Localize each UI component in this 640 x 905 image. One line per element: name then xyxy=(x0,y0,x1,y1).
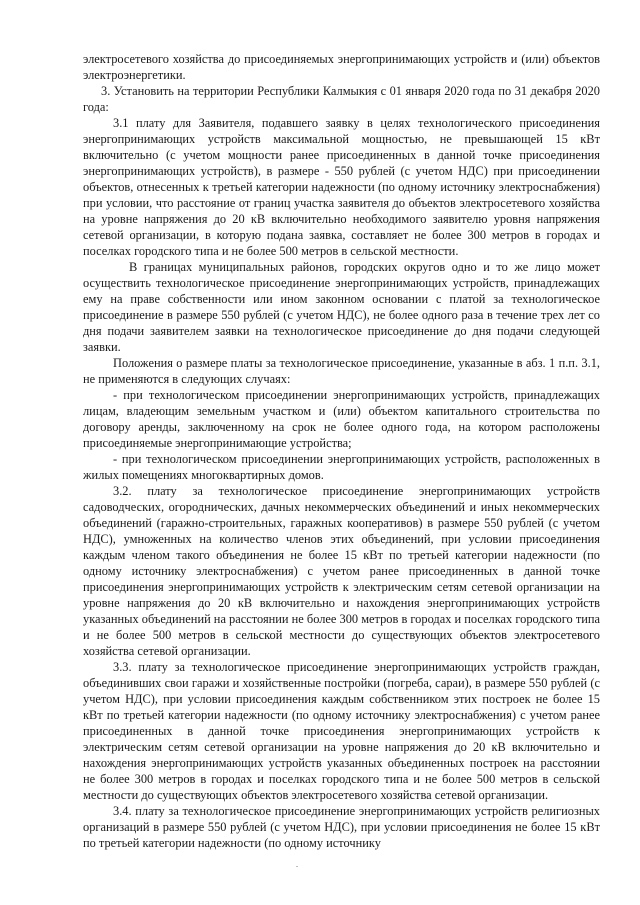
bullet-lease-case: - при технологическом присоединении энергопринимающих устройств, принадлежащих лицам, владеющим земельным участком и (или) объектом капитального строительства по договору аренды, заключенному на срок не более одного года, на котором расположены присоединяемые энергопринимающие устройства; xyxy=(83,388,600,450)
paragraph-continuation: электросетевого хозяйства до присоединяемых энергопринимающих устройств и (или) объектов электроэнергетики. xyxy=(83,52,600,82)
paragraph-exceptions-intro: Положения о размере платы за технологическое присоединение, указанные в абз. 1 п.п. 3.1, не применяются в следующих случаях: xyxy=(83,356,600,386)
bullet-apartment-case: - при технологическом присоединении энергопринимающих устройств, расположенных в жилых помещениях многоквартирных домов. xyxy=(83,452,600,482)
document-body xyxy=(83,51,600,851)
paragraph-item-3-3: 3.3. плату за технологическое присоединение энергопринимающих устройств граждан, объединивших свои гаражи и хозяйственные постройки (погреба, сараи), в размере 550 рублей (с учетом НДС), при условии присоединения каждым собственником этих построек не более 15 кВт по третьей категории надежности (по одному источнику электроснабжения) с учетом ранее присоединенных в данной точке присоединения энергопринимающих устройств к электрическим сетям сетевой организации на уровне напряжения до 20 кВ включительно и нахождения энергопринимающих устройств указанных объединенных построек на расстоянии не более 300 метров в городах и поселках городского типа и не более 500 метров в сельской местности до существующих объектов электросетевого хозяйства сетевой организации. xyxy=(83,660,600,802)
paragraph-item-3: 3. Установить на территории Республики Калмыкия с 01 января 2020 года по 31 декабря 2020 года: xyxy=(83,84,600,114)
paragraph-item-3-4: 3.4. плату за технологическое присоединение энергопринимающих устройств религиозных организаций в размере 550 рублей (с учетом НДС), при условии присоединения не более 15 кВт по третьей категории надежности (по одному источнику xyxy=(83,804,600,850)
paragraph-item-3-1: 3.1 плату для Заявителя, подавшего заявку в целях технологического присоединения энергопринимающих устройств максимальной мощностью, не превышающей 15 кВт включительно (с учетом мощности ранее присоединенных в данной точке присоединения энергопринимающих устройств), в размере - 550 рублей (с учетом НДС) при присоединении объектов, отнесенных к третьей категории надежности (по одному источнику электроснабжения) при условии, что расстояние от границ участка заявителя до объектов электросетевого хозяйства на уровне напряжения до 20 кВ включительно необходимого заявителю уровня напряжения сетевой организации, в которую подана заявка, составляет не более 300 метров в городах и поселках городского типа и не более 500 метров в сельской местности. xyxy=(83,116,600,258)
paragraph-item-3-2: 3.2. плату за технологическое присоединение энергопринимающих устройств садоводческих, огороднических, дачных некоммерческих объединений и иных некоммерческих объединений (гаражно-строительных, гаражных кооперативов) в размере 550 рублей (с учетом НДС), умноженных на количество членов этих объединений, при условии присоединения каждым членом такого объединения не более 15 кВт по третьей категории надежности (по одному источнику электроснабжения) с учетом ранее присоединенных в данной точке присоединения энергопринимающих устройств к электрическим сетям сетевой организации на уровне напряжения до 20 кВ включительно и нахождения энергопринимающих устройств указанных объединений на расстоянии не более 300 метров в городах и поселках городского типа и не более 500 метров в сельской местности до существующих объектов электросетевого хозяйства сетевой организации. xyxy=(83,484,600,658)
scan-speck xyxy=(296,866,298,867)
paragraph-municipal-limits: В границах муниципальных районов, городских округов одно и то же лицо может осуществить технологическое присоединение энергопринимающих устройств, принадлежащих ему на праве собственности или ином законном основании с платой за технологическое присоединение в размере 550 рублей (с учетом НДС), не более одного раза в течение трех лет со дня подачи заявителем заявки на технологическое присоединение до дня подачи следующей заявки. xyxy=(83,260,600,354)
